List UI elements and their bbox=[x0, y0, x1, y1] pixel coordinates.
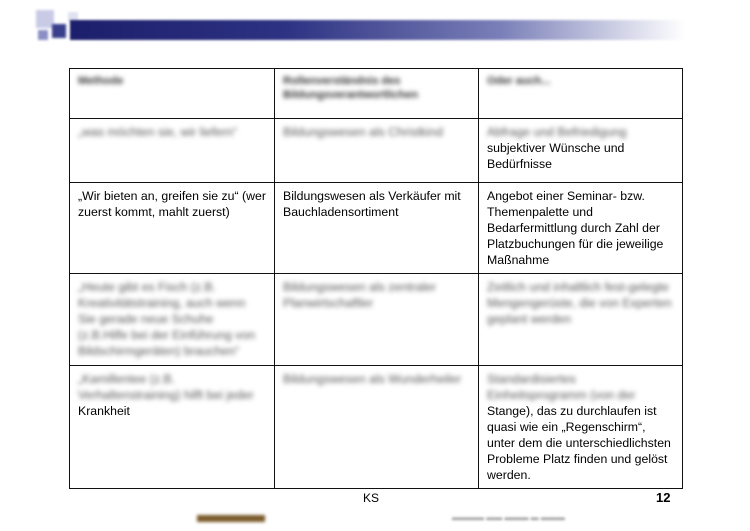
page-number: 12 bbox=[656, 490, 671, 505]
row2-rolle: Bildungswesen als Verkäufer mit Bauchladensortiment bbox=[275, 183, 479, 274]
table-row bbox=[70, 274, 683, 366]
table-row bbox=[70, 183, 683, 274]
row1-rolle: Bildungswesen als Christkind bbox=[275, 119, 479, 183]
row4-rolle: Bildungswesen als Wunderheiler bbox=[275, 366, 479, 489]
footer-small-text: ▬▬▬▬ ▬▬ ▬▬▬ ▬ ▬▬▬ bbox=[452, 513, 565, 522]
table-row bbox=[70, 366, 683, 489]
row3-rolle: Bildungswesen als zentraler Planwirtschaftler bbox=[275, 274, 479, 366]
header-rollenverstaendnis: Rollenverständnis des Bildungsverantwortlichen bbox=[275, 69, 479, 119]
header-methode: Methode bbox=[70, 69, 275, 119]
row1-oder: Abfrage und Befriedigung subjektiver Wünsche und Bedürfnisse bbox=[479, 119, 683, 183]
methods-table bbox=[69, 68, 683, 489]
footer-logo bbox=[197, 515, 265, 522]
header-oder-auch: Oder auch... bbox=[479, 69, 683, 119]
row3-methode: „Heute gibt es Fisch (z.B. Kreativitätstraining, auch wenn Sie gerade neue Schuhe (z.B.Hilfe bei der Einführung von Bildschirmgeräten) brauchen“ bbox=[70, 274, 275, 366]
row2-oder: Angebot einer Seminar- bzw. Themenpalette und Bedarfermittlung durch Zahl der Platzbuchungen für die jeweilige Maßnahme bbox=[479, 183, 683, 274]
table-header-row bbox=[70, 69, 683, 119]
row1-methode: „was möchten sie, wir liefern“ bbox=[70, 119, 275, 183]
row3-oder: Zeitlich und inhaltlich fest-gelegte Mengengerüste, die von Experten geplant werden bbox=[479, 274, 683, 366]
row2-methode: „Wir bieten an, greifen sie zu“ (wer zuerst kommt, mahlt zuerst) bbox=[70, 183, 275, 274]
header-gradient-bar bbox=[70, 20, 685, 40]
row4-methode: „Kamillentee (z.B. Verhaltenstraining) hilft bei jeder Krankheit bbox=[70, 366, 275, 489]
footer-author: KS bbox=[363, 491, 380, 505]
table-row bbox=[70, 119, 683, 183]
row4-oder: Standardisiertes Einheitsprogramm (von der Stange), das zu durchlaufen ist quasi wie ein „Regenschirm“, unter dem die unterschiedlichsten Probleme Platz finden und gelöst werden. bbox=[479, 366, 683, 489]
